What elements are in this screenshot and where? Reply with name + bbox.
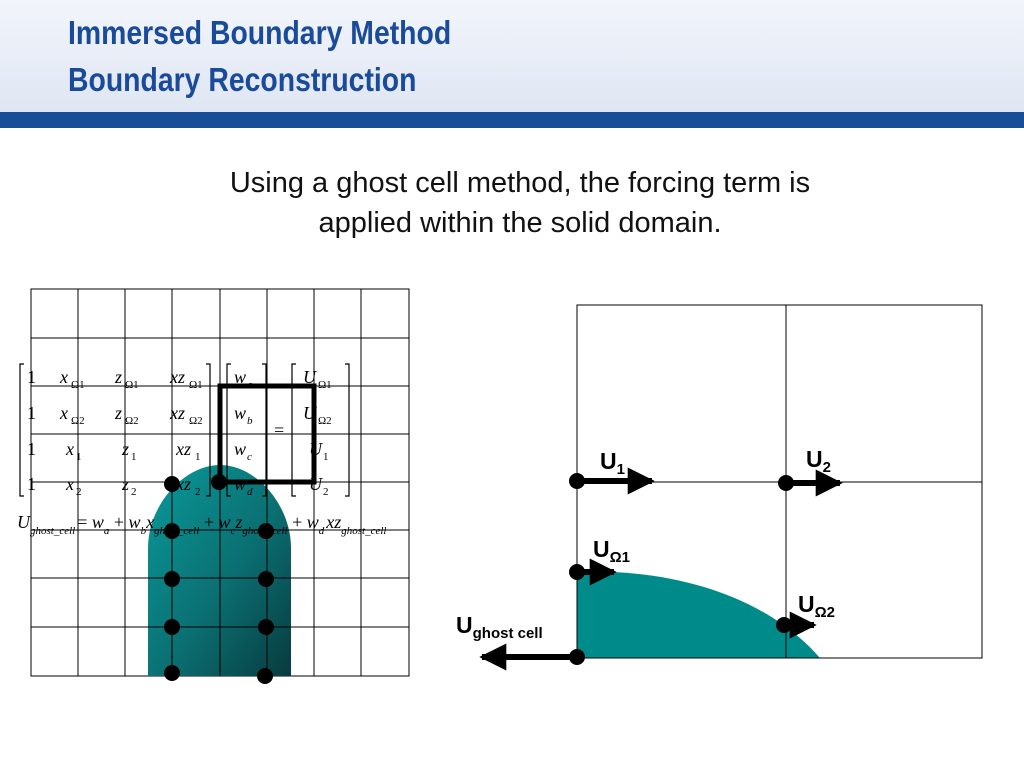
m43: z: [122, 474, 130, 494]
m43-sub: 2: [131, 486, 137, 498]
m44-sub: 2: [195, 486, 201, 498]
grid-point: [164, 619, 180, 635]
m13: z: [115, 367, 123, 387]
rhs-4: U: [309, 474, 322, 494]
grid-point: [257, 668, 273, 684]
grid-point: [776, 617, 792, 633]
m41: 1: [27, 474, 36, 494]
weight-a: w: [234, 367, 247, 387]
right-diagram: [456, 305, 982, 665]
equals-sign: =: [274, 420, 285, 440]
u1-label: $U_1$: [600, 448, 625, 478]
grid-point: [569, 473, 585, 489]
m23-sub: Ω2: [125, 415, 139, 427]
rhs-4-sub: 2: [323, 486, 329, 498]
weight-d-sub: d: [247, 486, 253, 498]
m14-sub: Ω1: [189, 379, 203, 391]
m13-sub: Ω1: [125, 379, 139, 391]
m42: x: [66, 474, 74, 494]
subtitle-line1: Using a ghost cell method, the forcing term is: [229, 167, 811, 199]
weight-d: w: [234, 474, 247, 494]
grid-point: [778, 475, 794, 491]
rhs-2: U: [303, 403, 316, 423]
slide-title-line1: Immersed Boundary Method: [68, 14, 452, 51]
uomega2-label: $U_{\Omega 2}$: [798, 591, 835, 621]
m21: 1: [27, 403, 36, 423]
rhs-3: U: [309, 439, 322, 459]
m44: xz: [176, 474, 191, 494]
m24-sub: Ω2: [189, 415, 203, 427]
m34-sub: 1: [195, 451, 201, 463]
m12-sub: Ω1: [71, 379, 85, 391]
grid-point: [569, 564, 585, 580]
m23: z: [115, 403, 123, 423]
grid-point: [258, 571, 274, 587]
solid-region: [577, 572, 820, 658]
m31: 1: [27, 439, 36, 459]
m32: x: [66, 439, 74, 459]
m14: xz: [170, 367, 185, 387]
u2-label: $U_2$: [806, 446, 831, 476]
m33: z: [122, 439, 130, 459]
grid-point: [258, 619, 274, 635]
m24: xz: [170, 403, 185, 423]
grid-point: [164, 571, 180, 587]
rhs-1-sub: Ω1: [318, 379, 332, 391]
grid-point: [211, 474, 227, 490]
weight-a-sub: a: [247, 379, 253, 391]
m33-sub: 1: [131, 451, 137, 463]
weight-c: w: [234, 439, 247, 459]
weight-c-sub: c: [247, 451, 252, 463]
subtitle-line2: applied within the solid domain.: [318, 207, 722, 239]
weight-b: w: [234, 403, 247, 423]
grid-point: [569, 649, 585, 665]
m22: x: [60, 403, 68, 423]
rhs-2-sub: Ω2: [318, 415, 332, 427]
m42-sub: 2: [76, 486, 82, 498]
slide-title-line2: Boundary Reconstruction: [68, 61, 417, 98]
rhs-1: U: [303, 367, 316, 387]
ghost-cell-equation: $U_{ghost\_cell} = w_a + w_bx_{ghost\_cell} + w_cz_{ghost\_cell} + w_d$ $xz_{ghost\_cell}$: [17, 512, 387, 537]
m34: xz: [176, 439, 191, 459]
m32-sub: 1: [76, 451, 82, 463]
m22-sub: Ω2: [71, 415, 85, 427]
grid-point: [164, 665, 180, 681]
rhs-3-sub: 1: [323, 451, 329, 463]
weight-b-sub: b: [247, 415, 253, 427]
m12: x: [60, 367, 68, 387]
m11: 1: [27, 367, 36, 387]
ughost-label: $U_{ghost cell}$: [456, 612, 543, 642]
uomega1-label: $U_{\Omega 1}$: [593, 536, 630, 566]
